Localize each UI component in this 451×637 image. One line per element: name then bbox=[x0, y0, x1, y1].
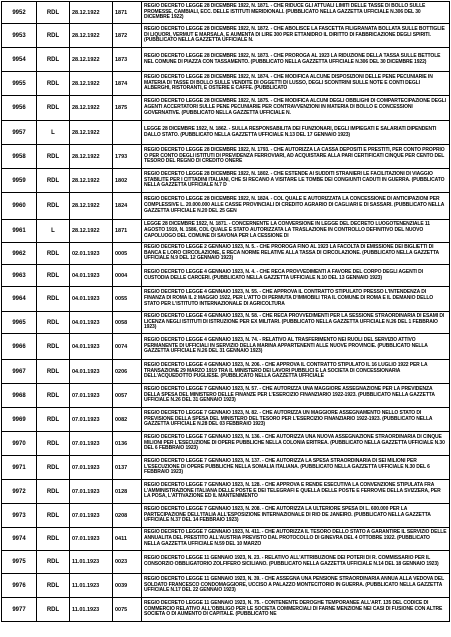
act-description: REGIO DECRETO LEGGE 28 DICEMBRE 1922, N. 1824. - COL QUALE E AUTORIZZATA LA CONCESSIONE DI ANTICIPAZIONI PER COMPLESSIVE L. 20.000.000 ALLE CASSE PROVINCIALI DI CREDITO AGRARIO DI CAGLIARI E DI SASSARI. (PUBBLICATO NELLA GAZZETTA UFFICIALE N.20 DEL 25 GEN bbox=[142, 193, 450, 220]
table-row bbox=[2, 456, 450, 480]
act-type: RDL bbox=[37, 384, 70, 408]
act-code: 0075 bbox=[113, 598, 142, 622]
table-row bbox=[2, 528, 450, 551]
act-type: RDL bbox=[37, 145, 70, 169]
table-row bbox=[2, 551, 450, 574]
act-date: 04.01.1923 bbox=[70, 287, 113, 312]
entry-number: 9964 bbox=[2, 287, 37, 312]
table-row bbox=[2, 96, 450, 121]
act-type: RDL bbox=[37, 2, 70, 24]
act-code: 0128 bbox=[113, 480, 142, 504]
act-description: LEGGE 28 DICEMBRE 1922, N. 1871. - CONCERNENTE LA CONVERSIONE IN LEGGE DEL DECRETO LUOGOTENENZIALE 11 AGOSTO 1919, N. 1586, COL QUALE E STATO AUTORIZZATA LA TRASLAZIONE IN CONTROLLO DEFINITIVO DEL NUOVO CAPOLUOGO DEL COMUNE DI SAVONA PER LA CESSIONE DI bbox=[142, 220, 450, 243]
act-type: L bbox=[37, 121, 70, 145]
act-description: REGIO DECRETO LEGGE 11 GENNAIO 1923, N. 75. - CONTENENTE DEROGHE TEMPORANEE ALL'ART. 135 DEL CODICE DI COMMERCIO RELATIVO ALL'OBBLIGO PER LE SOCIETA COMMERCIALI DI FARNE MENZIONE NEI CASI DI FUSIONE CON ALTRE SOCIETA O DI AUMENTO DI CAPITALE. (PUBBLICATO NE bbox=[142, 598, 450, 622]
act-code: 1872 bbox=[113, 24, 142, 48]
act-type: RDL bbox=[37, 193, 70, 220]
act-description: REGIO DECRETO LEGGE 28 DICEMBRE 1922, N. 1872. - CHE ABOLISCE LA FASCETTA FILIGRANATA BOLLATA SULLE BOTTIGLIE DI LIQUORI, VERMUT E MARSALA, E AUMENTA DI LIRE 300 PER ETTANIDRO IL DIRITTO DI FABBRICAZIONE DEGLI SPIRITI. (PUBBLICATO NELLA GAZZETTA UFFICIALE N. bbox=[142, 24, 450, 48]
act-type: RDL bbox=[37, 287, 70, 312]
entry-number: 9963 bbox=[2, 265, 37, 287]
entry-number: 9969 bbox=[2, 408, 37, 432]
act-type: RDL bbox=[37, 551, 70, 574]
table-row bbox=[2, 72, 450, 96]
entry-number: 9958 bbox=[2, 145, 37, 169]
entry-number: 9957 bbox=[2, 121, 37, 145]
act-code: 0004 bbox=[113, 265, 142, 287]
act-description: REGIO DECRETO LEGGE 28 DICEMBRE 1922, N. 1793. - CHE AUTORIZZA LA CASSA DEPOSITI E PRESTITI, PER CONTO PROPRIO O PER CONTO DEGLI ISTITUTI DI PREVIDENZA FERROVIARI, AD ACQUISTARE ALLA PARI CERTIFICATI CINQUE PER CENTO DEL TESORO DEL REGNO DI CREDITO ONERE bbox=[142, 145, 450, 169]
act-code: 0005 bbox=[113, 243, 142, 265]
act-description: REGIO DECRETO LEGGE 7 GENNAIO 1923, N. 128. - CHE APPROVA E RENDE ESECUTIVA LA CONVENZIONE STIPULATA FRA L'AMMINISTRAZIONE ITALIANA DELLE POSTE E DEI TELEGRAFI E QUELLA DELLE POSTE E FERROVIE DELLA SVIZZERA, PER LA POSA, L'ATTIVAZIONE ED IL MANTENIMENTO bbox=[142, 480, 450, 504]
act-code: 1873 bbox=[113, 48, 142, 72]
act-description: REGIO DECRETO LEGGE 28 DICEMBRE 1922, N. 1802. - CHE ESTENDE AI SUDDITI STRANIERI LE FACILITAZIONI DI VIAGGIO STABILITE PER I CITTADINI ITALIANI, CHE SI RECANO A VISITARE LE TOMBE DEI CONGIUNTI CADUTI IN GUERRA. (PUBBLICATO NELLA GAZZETTA UFFICIALE N.7 D bbox=[142, 169, 450, 193]
act-description: REGIO DECRETO LEGGE 7 GENNAIO 1923, N. 57. - CHE AUTORIZZA UNA MAGGIORE ASSEGNAZIONE PER LA PREVIDENZA DELLA SPESA DEL MINISTERO DELLE FINANZE PER L'ESERCIZIO FINANZIARIO 1922-1923. (PUBBLICATO NELLA GAZZETTA UFFICIALE N.26 DEL 31 GENNAIO 1923) bbox=[142, 384, 450, 408]
entry-number: 9952 bbox=[2, 2, 37, 24]
entry-number: 9971 bbox=[2, 456, 37, 480]
act-type: RDL bbox=[37, 598, 70, 622]
act-date: 11.01.1923 bbox=[70, 574, 113, 598]
table-row bbox=[2, 480, 450, 504]
act-date: 07.01.1923 bbox=[70, 408, 113, 432]
act-code: 1871 bbox=[113, 2, 142, 24]
act-date: 07.01.1923 bbox=[70, 432, 113, 456]
table-row bbox=[2, 574, 450, 598]
act-code: 0039 bbox=[113, 574, 142, 598]
entry-number: 9968 bbox=[2, 384, 37, 408]
entry-number: 9977 bbox=[2, 598, 37, 622]
act-description: REGIO DECRETO LEGGE 11 GENNAIO 1923, N. 39. - CHE ASSEGNA UNA PENSIONE STRAORDINARIA ANNUA ALLA VEDOVA DEL SOLDATO FRANCESCO CONDOMAGGIORE, UCCISO A PALAZZO MONTECITORIO IN GUERRA. (PUBBLICATO NELLA GAZZETTA UFFICIALE N.17 DEL 22 GENNAIO 1923) bbox=[142, 574, 450, 598]
act-date: 04.01.1923 bbox=[70, 265, 113, 287]
entry-number: 9960 bbox=[2, 193, 37, 220]
act-type: RDL bbox=[37, 432, 70, 456]
table-row bbox=[2, 504, 450, 528]
act-description: REGIO DECRETO LEGGE 7 GENNAIO 1923, N. 136. - CHE AUTORIZZA UNA NUOVA ASSEGNAZIONE STRAORDINARIA DI CINQUE MILIONI PER L'ESECUZIONE DI OPERE PUBBLICHE NELLA COLONIA ERITREA. (PUBBLICATO NELLA GAZZETTA UFFICIALE N.30 DEL 6 FEBBRAIO 1923) bbox=[142, 432, 450, 456]
act-type: RDL bbox=[37, 504, 70, 528]
entry-number: 9970 bbox=[2, 432, 37, 456]
table-row bbox=[2, 265, 450, 287]
act-description: REGIO DECRETO LEGGE 7 GENNAIO 1923, N. 208. - CHE AUTORIZZA LA ULTERIORE SPESA DI L. 600.000 PER LA PARTECIPAZIONE DELL'ITALIA ALL'ESPOSIZIONE INTERNAZIONALE DI RIO DE JANEIRO. (PUBBLICATO NELLA GAZZETTA UFFICIALE N.37 DEL 14 FEBBRAIO 1923) bbox=[142, 504, 450, 528]
act-description: LEGGE 28 DICEMBRE 1922, N. 1862. - SULLA RESPONSABILITA DEI FUNZIONARI, DEGLI IMPIEGATI E SALARIATI DIPENDENTI DALLO STATO. (PUBBLICATO NELLA GAZZETTA UFFICIALE N.13 DEL 17 GENNAIO 1923) bbox=[142, 121, 450, 145]
act-type: RDL bbox=[37, 360, 70, 384]
act-code: 0055 bbox=[113, 287, 142, 312]
act-date: 07.01.1923 bbox=[70, 480, 113, 504]
act-type: RDL bbox=[37, 243, 70, 265]
act-date: 02.01.1923 bbox=[70, 243, 113, 265]
table-row bbox=[2, 145, 450, 169]
table-row bbox=[2, 334, 450, 360]
act-code: 0411 bbox=[113, 528, 142, 551]
act-code: 1875 bbox=[113, 96, 142, 121]
act-description: REGIO DECRETO LEGGE 28 DICEMBRE 1922, N. 1875. - CHE MODIFICA ALCUNI DEGLI OBBLIGHI DI COMPARTECIPAZIONE DEGLI AGENTI ACCERTATORI SULLE PENE PECUNIARIE PER CONTRAVVENZIONI IN MATERIA DI BOLLO E CONCESSIONI GOVERNATIVE. (PUBBLICATO NELLA GAZZETTA UFFICIALE N. bbox=[142, 96, 450, 121]
table-row bbox=[2, 243, 450, 265]
act-type: RDL bbox=[37, 312, 70, 334]
act-description: REGIO DECRETO LEGGE 4 GENNAIO 1923, N. 206. - CHE APPROVA IL CONTRATTO STIPULATO IL 16 LUGLIO 1922 PER LA TRANSAZIONE 29 MARZO 1919 TRA IL MINISTERO DEI LAVORI PUBBLICI E LA SOCIETA DI CONCESSIONARIA DELL'ACQUEDOTTO PUGLIESE. (PUBBLICATO NELLA GAZZETTA UFFICIALE bbox=[142, 360, 450, 384]
act-type: RDL bbox=[37, 528, 70, 551]
act-type: RDL bbox=[37, 48, 70, 72]
act-code: 0058 bbox=[113, 312, 142, 334]
act-type: RDL bbox=[37, 96, 70, 121]
entry-number: 9975 bbox=[2, 551, 37, 574]
act-description: REGIO DECRETO LEGGE 4 GENNAIO 1923, N. 58. - CHE RECA PROVVEDIMENTI PER LA SESSIONE STRAORDINARIA DI ESAMI DI LICENZA NEGLI ISTITUTI DI ISTRUZIONE PER EX MILITARI. (PUBBLICATO NELLA GAZZETTA UFFICIALE N.26 DEL 1 FEBBRAIO 1923) bbox=[142, 312, 450, 334]
table-row bbox=[2, 360, 450, 384]
act-date: 28.12.1922 bbox=[70, 96, 113, 121]
act-code: 0074 bbox=[113, 334, 142, 360]
table-row bbox=[2, 408, 450, 432]
table-row bbox=[2, 432, 450, 456]
act-date: 28.12.1922 bbox=[70, 169, 113, 193]
act-type: RDL bbox=[37, 24, 70, 48]
act-code: 0137 bbox=[113, 456, 142, 480]
act-code: 1874 bbox=[113, 72, 142, 96]
act-description: REGIO DECRETO LEGGE 7 GENNAIO 1923, N. 137. - CHE AUTORIZZA LA SPESA STRAORDINARIA DI SEI MILIONI PER L'ESECUZIONE DI OPERE PUBBLICHE NELLA SOMALIA ITALIANA. (PUBBLICATO NELLA GAZZETTA UFFICIALE N.30 DEL 6 FEBBRAIO 1923) bbox=[142, 456, 450, 480]
entry-number: 9965 bbox=[2, 312, 37, 334]
act-type: RDL bbox=[37, 265, 70, 287]
act-date: 04.01.1923 bbox=[70, 312, 113, 334]
act-date: 07.01.1923 bbox=[70, 528, 113, 551]
act-date: 28.12.1922 bbox=[70, 2, 113, 24]
entry-number: 9967 bbox=[2, 360, 37, 384]
act-date: 28.12.1922 bbox=[70, 121, 113, 145]
table-row bbox=[2, 193, 450, 220]
act-description: REGIO DECRETO LEGGE 4 GENNAIO 1923, N. 55. - CHE APPROVA IL CONTRATTO STIPULATO PRESSO L'INTENDENZA DI FINANZA DI ROMA IL 2 MAGGIO 1922, PER L'ATTO DI PERMUTA D'IMMOBILI TRA IL COMUNE DI ROMA E IL DEMANIO DELLO STATO PER L'ISTITUTO INTERNAZIONALE DI AGRICOLTURA bbox=[142, 287, 450, 312]
act-description: REGIO DECRETO LEGGE 4 GENNAIO 1923, N. 4. - CHE RECA PROVVEDIMENTI A FAVORE DEL CORPO DEGLI AGENTI DI CUSTODIA DELLE CARCERI. (PUBBLICATO NELLA GAZZETTA UFFICIALE N.10 DEL 13 GENNAIO 1923) bbox=[142, 265, 450, 287]
act-type: RDL bbox=[37, 72, 70, 96]
act-code: 0057 bbox=[113, 384, 142, 408]
entry-number: 9973 bbox=[2, 504, 37, 528]
act-description: REGIO DECRETO LEGGE 4 GENNAIO 1923, N. 74. - RELATIVO AL TRASFERIMENTO NEI RUOLI DEL SERVIZIO ATTIVO PERMANENTE DI UFFICIALI IN SERVIZIO DELLA MARINA APPARTENENTI ALLE NUOVE PROVINCIE. (PUBBLICATO NELLA GAZZETTA UFFICIALE N.26 DEL 31 GENNAIO 1923) bbox=[142, 334, 450, 360]
table-row bbox=[2, 121, 450, 145]
act-code: 0136 bbox=[113, 432, 142, 456]
act-date: 28.12.1922 bbox=[70, 145, 113, 169]
register-body bbox=[2, 2, 450, 622]
act-description: REGIO DECRETO LEGGE 28 DICEMBRE 1922, N. 1873. - CHE PROROGA AL 1923 LA RIDUZIONE DELLA TASSA SULLE BETTOLE NEL COMUNE DI PIAZZA CON TASSAMENTO. (PUBBLICATO NELLA GAZZETTA UFFICIALE N.306 DEL 30 DICEMBRE 1922) bbox=[142, 48, 450, 72]
act-description: REGIO DECRETO LEGGE 7 GENNAIO 1923, N. 82. - CHE AUTORIZZA UN MAGGIORE ASSEGNAMENTO NELLO STATO DI PREVISIONE DELLA SPESA DEL MINISTERO DEL TESORO PER L'ESERCIZIO FINANZIARIO 1922-1923. (PUBBLICATO NELLA GAZZETTA UFFICIALE N.28 DEL 03 FEBBRAIO 1923) bbox=[142, 408, 450, 432]
act-code: 0023 bbox=[113, 551, 142, 574]
entry-number: 9976 bbox=[2, 574, 37, 598]
act-type: RDL bbox=[37, 456, 70, 480]
act-description: REGIO DECRETO LEGGE 11 GENNAIO 1923, N. 23. - RELATIVO ALL'ATTRIBUZIONE DEI POTERI DI R. COMMISSARIO PER IL CONSORZIO OBBLIGATORIO ZOLFIFERO SICILIANO. (PUBBLICATO NELLA GAZZETTA UFFICIALE N.14 DEL 18 GENNAIO 1923) bbox=[142, 551, 450, 574]
entry-number: 9959 bbox=[2, 169, 37, 193]
act-description: REGIO DECRETO LEGGE 28 DICEMBRE 1922, N. 1874. - CHE MODIFICA ALCUNE DISPOSIZIONI DELLE PENE PECUNIARIE IN MATERIA DI TASSE DI BOLLO SULLE VENDITE DI OGGETTI DI LUSSO, DEGLI SCONTRINI SULLE NOTE E CONTI DEGLI ALBERGHI, RISTORANTI, E OSTERIE E CAFFE. (PUBBLICATO bbox=[142, 72, 450, 96]
entry-number: 9954 bbox=[2, 48, 37, 72]
table-row bbox=[2, 312, 450, 334]
act-type: RDL bbox=[37, 408, 70, 432]
act-date: 07.01.1923 bbox=[70, 504, 113, 528]
entry-number: 9962 bbox=[2, 243, 37, 265]
act-code: 0206 bbox=[113, 360, 142, 384]
act-description: REGIO DECRETO LEGGE 28 DICEMBRE 1922, N. 1871. - CHE RIDUCE GLI ATTUALI LIMITI DELLE TASSE DI BOLLO SULLE PROMESSE, CAMBIALI, ECC. DELLE ISTITUTI MERIDIONALI. (PUBBLICATO NELLA GAZZETTA UFFICIALE N.306 DEL 30 DICEMBRE 1922) bbox=[142, 2, 450, 24]
act-type: RDL bbox=[37, 574, 70, 598]
act-date: 07.01.1923 bbox=[70, 456, 113, 480]
entry-number: 9961 bbox=[2, 220, 37, 243]
table-row bbox=[2, 384, 450, 408]
act-type: RDL bbox=[37, 334, 70, 360]
register-table bbox=[1, 1, 450, 622]
act-description: REGIO DECRETO LEGGE 2 GENNAIO 1923, N. 5. - CHE PROROGA FINO AL 1923 LA FACOLTA DI EMISSIONE DEI BIGLIETTI DI BANCA E LORO CIRCOLAZIONE, E RECA NORME RELATIVE ALLA TASSA DI CIRCOLAZIONE. (PUBBLICATO NELLA GAZZETTA UFFICIALE N.9 DEL 12 GENNAIO 1923) bbox=[142, 243, 450, 265]
act-type: RDL bbox=[37, 169, 70, 193]
act-date: 28.12.1922 bbox=[70, 48, 113, 72]
entry-number: 9953 bbox=[2, 24, 37, 48]
act-code: 1802 bbox=[113, 169, 142, 193]
act-code: 0208 bbox=[113, 504, 142, 528]
table-row bbox=[2, 598, 450, 622]
act-date: 28.12.1922 bbox=[70, 24, 113, 48]
act-description: REGIO DECRETO LEGGE 7 GENNAIO 1923, N. 411. - CHE AUTORIZZA IL TESORO DELLO STATO A GARANTIRE IL SERVIZIO DELLE ANNUALITA DEL PRESTITO ALL'AUSTRIA PREVISTO DAL PROTOCOLLO DI GINEVRA DEL 4 OTTOBRE 1922. (PUBBLICATO NELLA GAZZETTA UFFICIALE N.59 DEL 10 MARZO bbox=[142, 528, 450, 551]
table-row bbox=[2, 220, 450, 243]
act-code: 1871 bbox=[113, 220, 142, 243]
act-date: 07.01.1923 bbox=[70, 384, 113, 408]
act-code: 1793 bbox=[113, 145, 142, 169]
act-code: 0082 bbox=[113, 408, 142, 432]
entry-number: 9955 bbox=[2, 72, 37, 96]
table-row bbox=[2, 287, 450, 312]
act-date: 04.01.1923 bbox=[70, 360, 113, 384]
table-row bbox=[2, 2, 450, 24]
table-row bbox=[2, 24, 450, 48]
act-type: L bbox=[37, 220, 70, 243]
act-code: 1824 bbox=[113, 193, 142, 220]
act-date: 11.01.1923 bbox=[70, 598, 113, 622]
entry-number: 9974 bbox=[2, 528, 37, 551]
table-row bbox=[2, 169, 450, 193]
entry-number: 9966 bbox=[2, 334, 37, 360]
act-code bbox=[113, 121, 142, 145]
act-date: 11.01.1923 bbox=[70, 551, 113, 574]
act-type: RDL bbox=[37, 480, 70, 504]
table-row bbox=[2, 48, 450, 72]
act-date: 28.12.1922 bbox=[70, 193, 113, 220]
entry-number: 9956 bbox=[2, 96, 37, 121]
act-date: 04.01.1923 bbox=[70, 334, 113, 360]
entry-number: 9972 bbox=[2, 480, 37, 504]
act-date: 28.12.1922 bbox=[70, 72, 113, 96]
act-date: 28.12.1922 bbox=[70, 220, 113, 243]
